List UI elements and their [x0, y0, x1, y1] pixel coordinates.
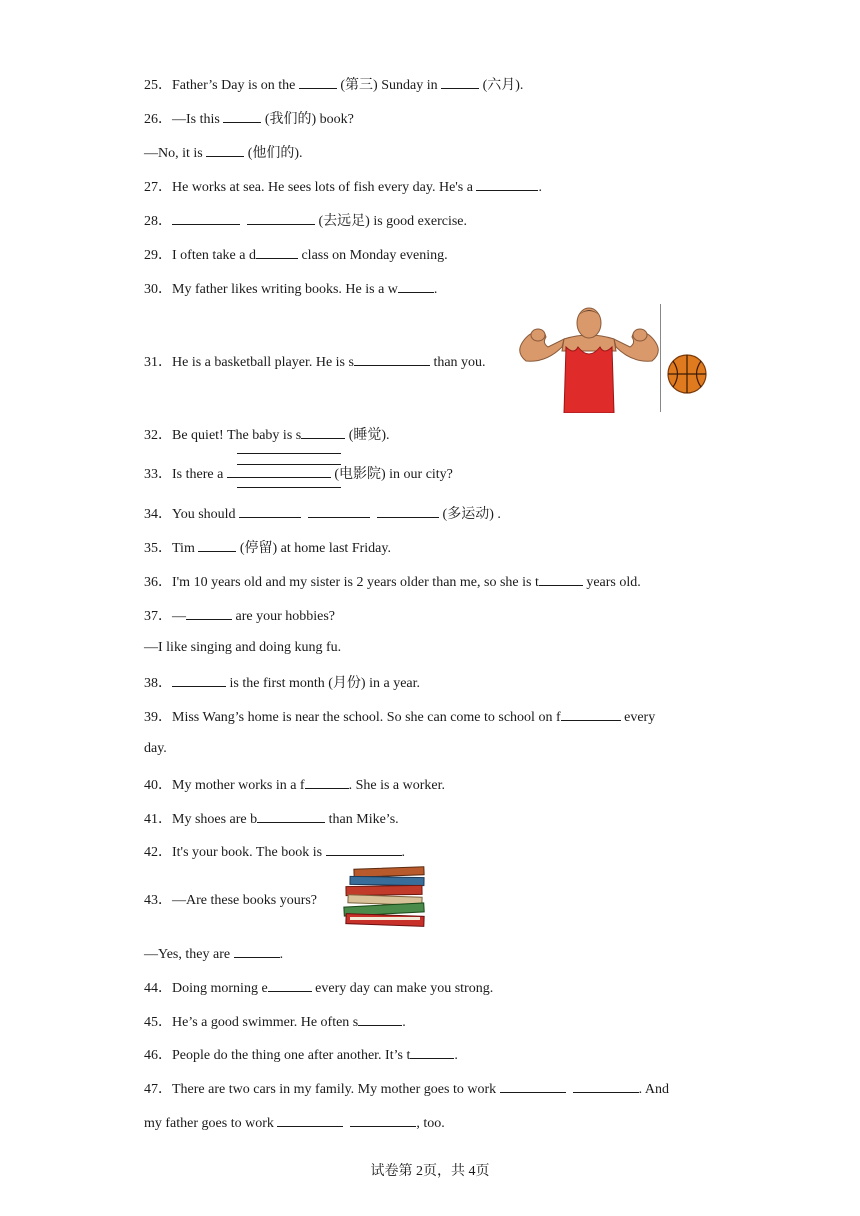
answer-blank[interactable] [237, 453, 341, 454]
question-32: 32．Be quiet! The baby is s (睡觉). [144, 424, 390, 445]
answer-blank[interactable] [500, 1078, 566, 1093]
question-31: 31．He is a basketball player. He is s than you. [144, 351, 486, 372]
answer-blank[interactable] [247, 210, 315, 225]
question-29: 29．I often take a d class on Monday evening. [144, 244, 448, 265]
question-44: 44．Doing morning e every day can make you strong. [144, 977, 493, 998]
question-36: 36．I'm 10 years old and my sister is 2 years older than me, so she is t years old. [144, 571, 641, 592]
question-46: 46．People do the thing one after another. It’s t . [144, 1044, 458, 1065]
question-42: 42．It's your book. The book is . [144, 841, 405, 862]
answer-blank[interactable] [354, 351, 430, 366]
question-47: 47．There are two cars in my family. My mother goes to work . And [144, 1078, 669, 1099]
answer-blank[interactable] [172, 210, 240, 225]
answer-blank[interactable] [268, 977, 312, 992]
books-image [340, 866, 430, 930]
question-33: 33．Is there a (电影院) in our city? [144, 463, 453, 484]
answer-blank[interactable] [198, 537, 236, 552]
question-37-reply: —I like singing and doing kung fu. [144, 640, 342, 655]
answer-blank[interactable] [308, 503, 370, 518]
answer-blank[interactable] [237, 487, 341, 488]
question-34: 34．You should (多运动) . [144, 503, 501, 524]
answer-blank[interactable] [377, 503, 439, 518]
answer-blank[interactable] [561, 706, 621, 721]
question-43: 43．—Are these books yours? [144, 893, 318, 908]
question-41: 41．My shoes are b than Mike’s. [144, 808, 399, 829]
page-footer: 试卷第 2页，共 4页 [370, 1164, 490, 1179]
question-37: 37．— are your hobbies? [144, 605, 335, 626]
image-divider [660, 304, 661, 412]
answer-blank[interactable] [301, 424, 345, 439]
question-45: 45．He’s a good swimmer. He often s . [144, 1011, 406, 1032]
question-38: 38． is the first month (月份) in a year. [144, 672, 420, 693]
answer-blank[interactable] [358, 1011, 402, 1026]
answer-blank[interactable] [410, 1044, 454, 1059]
answer-blank[interactable] [299, 74, 337, 89]
answer-blank[interactable] [256, 244, 298, 259]
answer-blank[interactable] [305, 774, 349, 789]
question-35: 35．Tim (停留) at home last Friday. [144, 537, 391, 558]
answer-blank[interactable] [350, 1112, 416, 1127]
question-30: 30．My father likes writing books. He is a w . [144, 278, 437, 299]
question-28: 28． (去远足) is good exercise. [144, 210, 467, 231]
answer-blank[interactable] [234, 943, 280, 958]
answer-blank[interactable] [476, 176, 538, 191]
question-26: 26．—Is this (我们的) book? [144, 108, 354, 129]
answer-blank[interactable] [257, 808, 325, 823]
answer-blank[interactable] [398, 278, 434, 293]
answer-blank[interactable] [326, 841, 402, 856]
question-25: 25．Father’s Day is on the (第三) Sunday in (六月). [144, 74, 523, 95]
question-40: 40．My mother works in a f . She is a worker. [144, 774, 445, 795]
question-47-cont: my father goes to work , too. [144, 1112, 445, 1133]
answer-blank[interactable] [172, 672, 226, 687]
answer-blank[interactable] [539, 571, 583, 586]
answer-blank[interactable] [206, 142, 244, 157]
basketball-player-image [516, 303, 662, 413]
answer-blank[interactable] [227, 463, 331, 478]
answer-blank[interactable] [277, 1112, 343, 1127]
question-39-cont: day. [144, 741, 167, 756]
answer-blank[interactable] [441, 74, 479, 89]
answer-blank[interactable] [223, 108, 261, 123]
question-43-reply: —Yes, they are . [144, 943, 283, 964]
answer-blank[interactable] [573, 1078, 639, 1093]
question-26-reply: —No, it is (他们的). [144, 142, 303, 163]
answer-blank[interactable] [186, 605, 232, 620]
answer-blank[interactable] [239, 503, 301, 518]
question-39: 39．Miss Wang’s home is near the school. So she can come to school on f every [144, 706, 655, 727]
question-27: 27．He works at sea. He sees lots of fish every day. He's a . [144, 176, 542, 197]
basketball-image [664, 354, 710, 394]
